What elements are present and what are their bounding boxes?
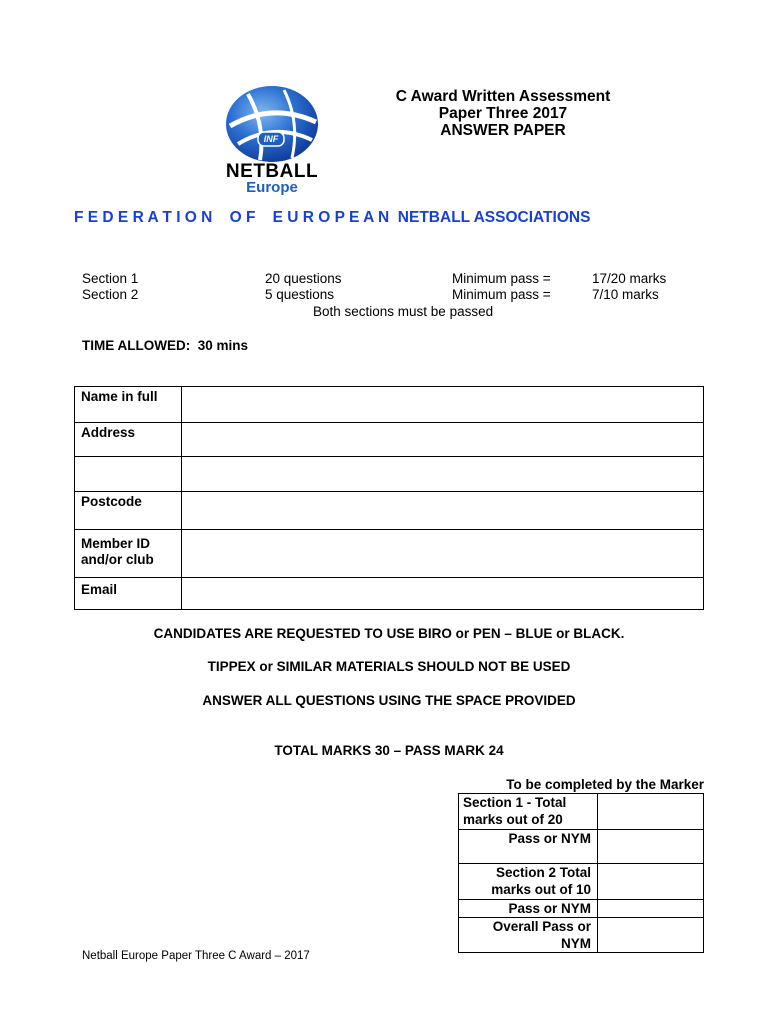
section-1-marks: 17/20 marks <box>592 271 667 286</box>
candidate-details-table <box>74 386 704 610</box>
marker-label: Section 1 - Total marks out of 20 <box>459 794 598 830</box>
table-row <box>75 492 704 530</box>
table-row <box>75 578 704 610</box>
section-2-total-field[interactable] <box>598 864 704 900</box>
member-id-field[interactable] <box>182 530 704 578</box>
marker-heading: To be completed by the Marker <box>506 777 704 792</box>
email-field[interactable] <box>182 578 704 610</box>
section-1-questions: 20 questions <box>265 271 342 286</box>
table-row <box>459 830 704 864</box>
table-row <box>459 794 704 830</box>
overall-pass-field[interactable] <box>598 918 704 953</box>
table-row <box>459 900 704 918</box>
federation-heading: F E D E R A T I O N O F E U R O P E A N NETBALL ASSOCIATIONS <box>74 209 591 226</box>
time-allowed: TIME ALLOWED: 30 mins <box>82 338 249 353</box>
both-sections-note: Both sections must be passed <box>313 304 494 319</box>
section-2-questions: 5 questions <box>265 287 335 302</box>
name-field[interactable] <box>182 387 704 423</box>
page-title <box>360 88 646 139</box>
title-line: Paper Three 2017 <box>438 105 568 122</box>
detail-label: Member ID and/or club <box>75 530 182 578</box>
total-marks: TOTAL MARKS 30 – PASS MARK 24 <box>274 743 504 758</box>
detail-label <box>75 457 182 492</box>
marker-label: Pass or NYM <box>459 900 598 918</box>
instruction-tippex: TIPPEX or SIMILAR MATERIALS SHOULD NOT BE USED <box>207 659 571 674</box>
instruction-answer-all: ANSWER ALL QUESTIONS USING THE SPACE PROVIDED <box>202 693 576 708</box>
marker-table <box>458 793 704 953</box>
section-2-label: Minimum pass = <box>452 287 551 302</box>
marker-label: Overall Pass or NYM <box>459 918 598 953</box>
detail-label: Address <box>75 423 182 457</box>
table-row <box>75 530 704 578</box>
section-2-name: Section 2 <box>82 287 139 302</box>
detail-label: Name in full <box>75 387 182 423</box>
title-line: ANSWER PAPER <box>440 122 566 139</box>
logo-text-europe: Europe <box>246 179 298 196</box>
page-footer: Netball Europe Paper Three C Award – 2017 <box>82 950 310 962</box>
postcode-field[interactable] <box>182 492 704 530</box>
logo-text-netball: NETBALL <box>225 161 319 182</box>
table-row <box>75 423 704 457</box>
section-1-total-field[interactable] <box>598 794 704 830</box>
title-line: C Award Written Assessment <box>395 88 611 105</box>
section-1-name: Section 1 <box>82 271 139 286</box>
marker-label: Pass or NYM <box>459 830 598 864</box>
table-row <box>75 387 704 423</box>
netball-europe-logo <box>208 82 332 198</box>
marker-label: Section 2 Total marks out of 10 <box>459 864 598 900</box>
logo-badge: INF <box>263 134 279 144</box>
table-row <box>459 864 704 900</box>
table-row <box>459 918 704 953</box>
address-field[interactable] <box>182 423 704 457</box>
section-2-marks: 7/10 marks <box>592 287 659 302</box>
address-field-2[interactable] <box>182 457 704 492</box>
table-row <box>75 457 704 492</box>
section-1-pass-field[interactable] <box>598 830 704 864</box>
instruction-pen: CANDIDATES ARE REQUESTED TO USE BIRO or PEN – BLUE or BLACK. <box>153 626 625 641</box>
section-1-label: Minimum pass = <box>452 271 551 286</box>
detail-label: Email <box>75 578 182 610</box>
detail-label: Postcode <box>75 492 182 530</box>
section-2-pass-field[interactable] <box>598 900 704 918</box>
